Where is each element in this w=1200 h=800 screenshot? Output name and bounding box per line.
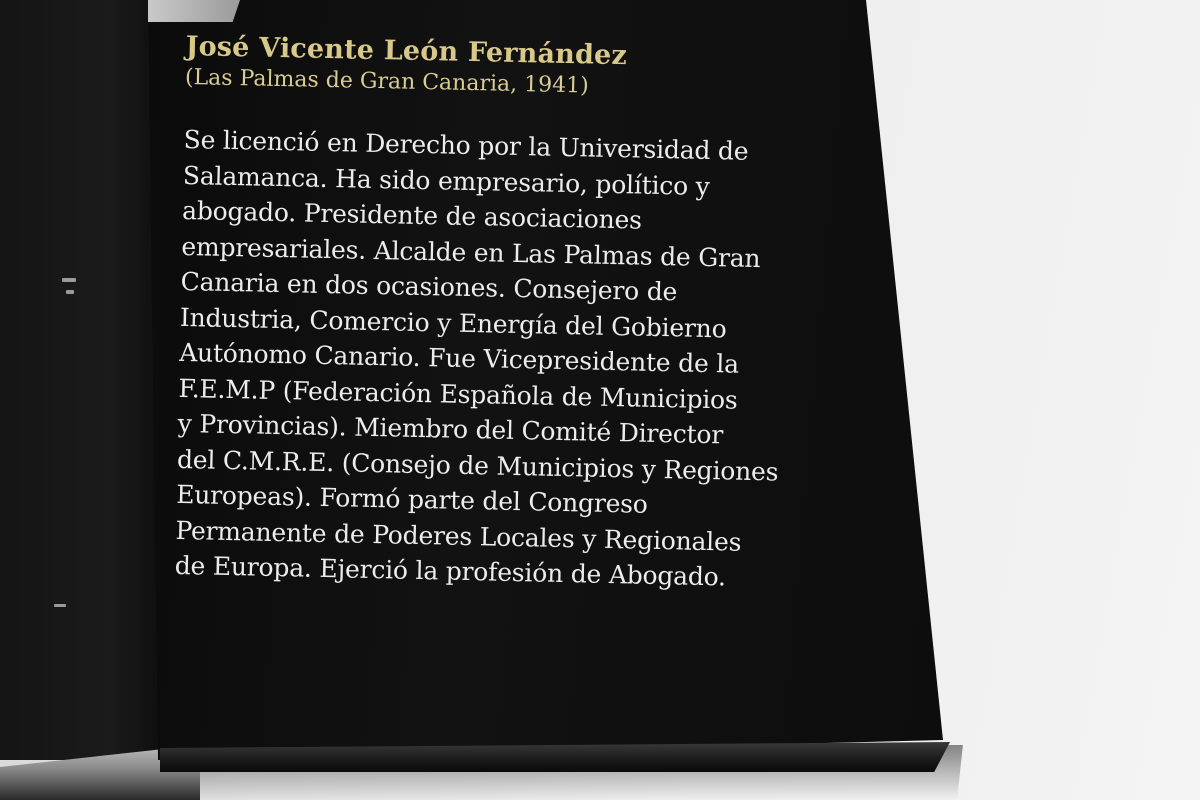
bio-line: Salamanca. Ha sido empresario, político y [182,160,710,201]
bio-line: F.E.M.P (Federación Española de Municipios [178,373,738,415]
photo-fragment [148,0,240,22]
bio-line: Industria, Comercio y Energía del Gobierno [179,302,727,343]
bio-line: Canaria en dos ocasiones. Consejero de [180,266,678,307]
book-back-panel [0,0,160,760]
surface-speck [66,290,74,294]
bio-line: del C.M.R.E. (Consejo de Municipios y Regiones [176,444,779,486]
bio-line: Se licenció en Derecho por la Universidad de [183,124,749,166]
biography-text [174,122,884,598]
bio-line: Permanente de Poderes Locales y Regionales [175,515,742,557]
author-bio-block [174,30,885,598]
bio-line: Europeas). Formó parte del Congreso [175,479,649,519]
author-name: José Vicente León Fernández [185,30,628,72]
bio-line: de Europa. Ejerció la profesión de Abogado. [174,550,727,592]
bio-line: y Provincias). Miembro del Comité Director [177,408,724,450]
surface-speck [62,278,76,282]
bio-line: abogado. Presidente de asociaciones [181,195,643,235]
author-origin: (Las Palmas de Gran Canaria, 1941) [184,64,589,99]
bio-line: Autónomo Canario. Fue Vicepresidente de la [178,337,740,379]
surface-speck [54,604,66,607]
bio-line: empresariales. Alcalde en Las Palmas de Gran [181,231,761,273]
